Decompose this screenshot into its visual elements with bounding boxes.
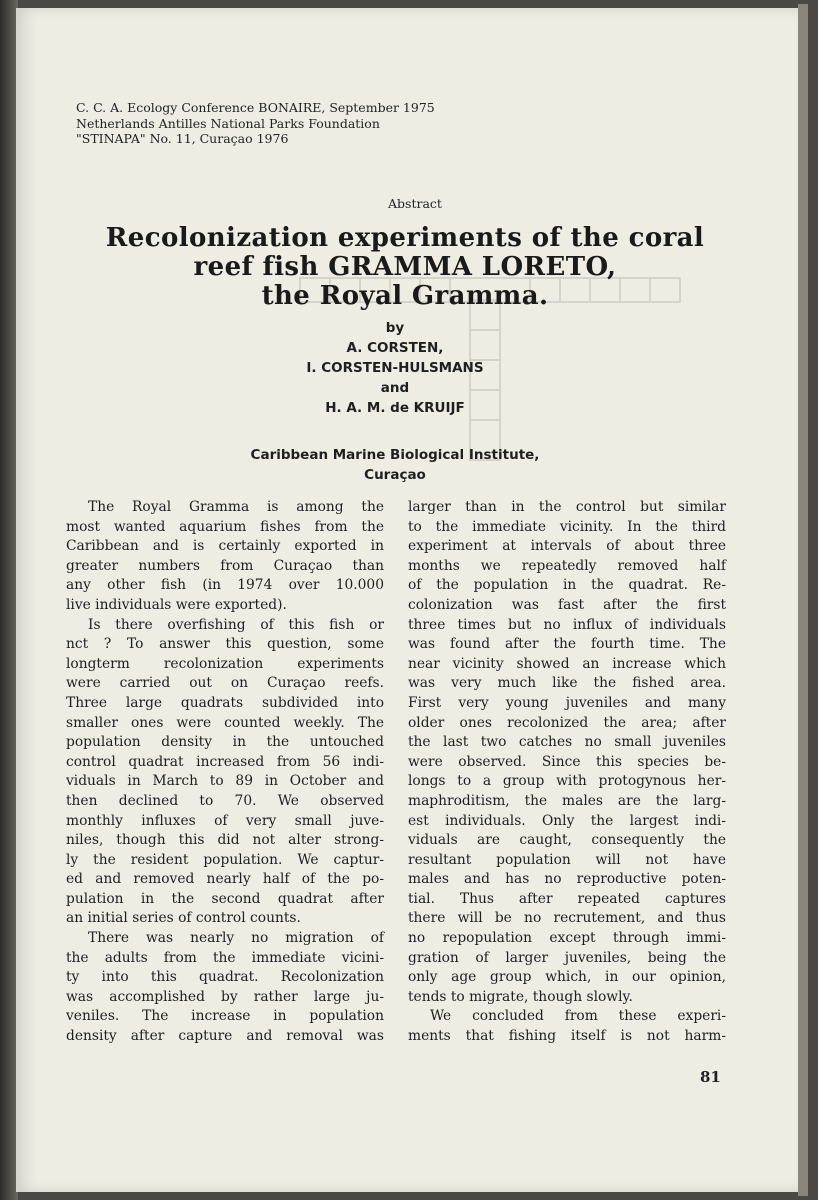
- text-line: greater numbers from Curaçao than: [66, 557, 384, 574]
- title-line-2: reef fish GRAMMA LORETO,: [193, 252, 617, 282]
- text-line: was very much like the fished area.: [408, 675, 726, 692]
- text-line: Is there overfishing of this fish or: [88, 616, 384, 633]
- author-name: I. CORSTEN-HULSMANS: [306, 360, 484, 376]
- header-line-conference: C. C. A. Ecology Conference BONAIRE, September 1975: [76, 100, 435, 115]
- page-number: 81: [700, 1068, 721, 1086]
- abstract-label: Abstract: [388, 196, 442, 211]
- text-line: near vicinity showed an increase which: [408, 655, 726, 672]
- text-line: ly the resident population. We captur-: [66, 851, 384, 868]
- text-line: the adults from the immediate vicini-: [66, 949, 384, 966]
- conference-header: [76, 100, 435, 147]
- title-line-3: the Royal Gramma.: [261, 281, 549, 311]
- text-line: ed and removed nearly half of the po-: [66, 871, 384, 888]
- text-line: colonization was fast after the first: [408, 596, 726, 613]
- text-line: viduals in March to 89 in October and: [66, 773, 384, 790]
- affiliation: [200, 445, 590, 485]
- text-line: was accomplished by rather large ju-: [66, 988, 384, 1005]
- text-line: live individuals were exported).: [66, 596, 287, 613]
- text-line: est individuals. Only the largest indi-: [408, 812, 726, 829]
- author-name: H. A. M. de KRUIJF: [325, 400, 465, 416]
- header-line-publication: "STINAPA" No. 11, Curaçao 1976: [76, 131, 289, 146]
- text-line: months we repeatedly removed half: [408, 557, 726, 574]
- text-line: veniles. The increase in population: [66, 1008, 384, 1025]
- text-line: pulation in the second quadrat after: [66, 890, 384, 907]
- header-line-foundation: Netherlands Antilles National Parks Foundation: [76, 115, 380, 131]
- text-line: smaller ones were counted weekly. The: [66, 714, 384, 731]
- text-line: First very young juveniles and many: [408, 694, 726, 711]
- body-column-right: [408, 498, 726, 1047]
- by-label: by: [385, 320, 405, 336]
- text-line: maphroditism, the males are the larg-: [408, 792, 726, 809]
- text-line: ty into this quadrat. Recolonization: [66, 969, 384, 986]
- text-line: any other fish (in 1974 over 10.000: [66, 577, 384, 594]
- text-line: tends to migrate, though slowly.: [408, 988, 633, 1005]
- text-line: then declined to 70. We observed: [66, 792, 384, 809]
- text-line: males and has no reproductive poten-: [408, 871, 726, 888]
- text-line: the last two catches no small juveniles: [408, 734, 726, 751]
- text-line: no repopulation except through immi-: [408, 930, 726, 947]
- author-name: A. CORSTEN,: [346, 340, 444, 356]
- text-line: longterm recolonization experiments: [66, 655, 384, 672]
- text-line: larger than in the control but similar: [408, 499, 726, 515]
- author-block: [200, 318, 590, 418]
- text-line: density after capture and removal was: [66, 1028, 384, 1045]
- and-label: and: [380, 380, 410, 396]
- text-line: were observed. Since this species be-: [408, 753, 726, 770]
- text-line: monthly influxes of very small juve-: [66, 812, 384, 829]
- text-line: niles, though this did not alter strong-: [66, 832, 384, 849]
- text-line: were carried out on Curaçao reefs.: [66, 675, 384, 692]
- text-line: to the immediate vicinity. In the third: [408, 518, 726, 535]
- text-line: control quadrat increased from 56 indi-: [66, 753, 384, 770]
- text-line: experiment at intervals of about three: [408, 538, 726, 555]
- text-line: There was nearly no migration of: [88, 930, 384, 947]
- text-line: only age group which, in our opinion,: [408, 969, 726, 986]
- text-line: resultant population will not have: [408, 851, 726, 868]
- text-line: an initial series of control counts.: [66, 910, 301, 927]
- text-line: viduals are caught, consequently the: [408, 832, 726, 849]
- text-line: older ones recolonized the area; after: [408, 714, 726, 731]
- text-line: there will be no recrutement, and thus: [408, 910, 726, 927]
- text-line: tial. Thus after repeated captures: [408, 890, 726, 907]
- text-line: The Royal Gramma is among the: [88, 499, 384, 515]
- text-line: ments that fishing itself is not harm-: [408, 1028, 726, 1045]
- text-line: longs to a group with protogynous her-: [408, 773, 726, 790]
- affiliation-location: Curaçao: [364, 467, 426, 483]
- text-line: gration of larger juveniles, being the: [408, 949, 726, 966]
- text-line: population density in the untouched: [66, 734, 384, 751]
- text-line: Three large quadrats subdivided into: [66, 694, 384, 711]
- page-edge: [798, 4, 808, 1196]
- text-line: We concluded from these experi-: [430, 1008, 726, 1025]
- text-line: three times but no influx of individuals: [408, 616, 726, 633]
- text-line: Caribbean and is certainly exported in: [66, 538, 384, 555]
- text-line: most wanted aquarium fishes from the: [66, 518, 384, 535]
- affiliation-institute: Caribbean Marine Biological Institute,: [250, 447, 540, 463]
- text-line: nct ? To answer this question, some: [66, 636, 384, 653]
- text-line: of the population in the quadrat. Re-: [408, 577, 726, 594]
- article-title: [60, 224, 750, 311]
- body-column-left: [66, 498, 384, 1047]
- title-line-1: Recolonization experiments of the coral: [105, 223, 705, 253]
- text-line: was found after the fourth time. The: [408, 636, 726, 653]
